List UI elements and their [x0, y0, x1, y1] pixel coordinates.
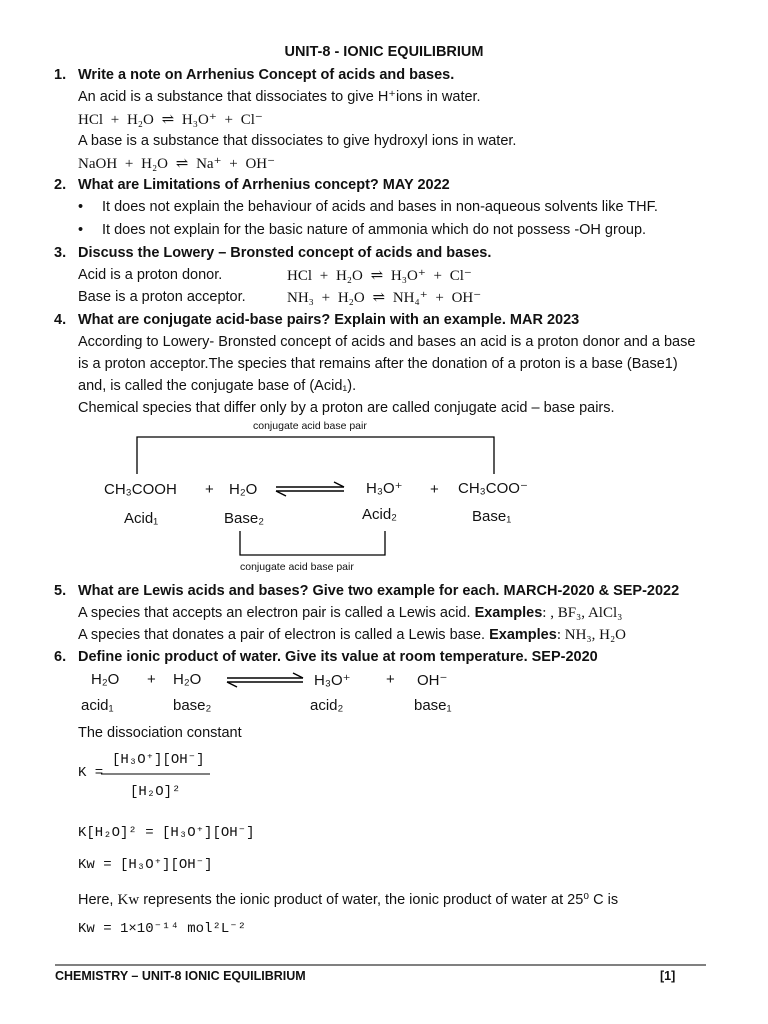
k-lhs: K =: [78, 765, 104, 781]
question-text: What are Limitations of Arrhenius concept? MAY 2022: [78, 177, 450, 193]
question-text: What are Lewis acids and bases? Give two example for each. MARCH-2020 & SEP-2022: [78, 583, 680, 599]
q1-base-equation: NaOH + H₂O ⇌ Na⁺ + OH⁻: [78, 156, 276, 172]
species-plus: +: [386, 671, 395, 688]
q4-paragraph-2: Chemical species that differ only by a proton are called conjugate acid – base pairs.: [78, 400, 615, 416]
species-plus: +: [430, 481, 439, 498]
q3-acid-definition: Acid is a proton donor.: [78, 267, 223, 283]
equilibrium-arrow-icon: [227, 673, 303, 687]
equilibrium-arrow-icon: [276, 482, 344, 496]
species-acetic-acid: CH₃COOH: [104, 481, 177, 498]
dissociation-constant-label: The dissociation constant: [78, 725, 242, 741]
species-water: H₂O: [91, 671, 120, 688]
question-number: 5.: [54, 583, 67, 599]
role-acid2: acid₂: [310, 697, 344, 714]
k-denominator: [H₂O]²: [130, 784, 181, 800]
q5-lewis-base: A species that donates a pair of electron is called a Lewis base. Examples: NH₃, H₂O: [78, 627, 627, 643]
bottom-pair-label: conjugate acid base pair: [240, 561, 354, 573]
role-base2: Base₂: [224, 510, 265, 527]
q3-base-equation: NH₃ + H₂O ⇌ NH₄⁺ + OH⁻: [287, 290, 482, 306]
species-water: H₂O: [173, 671, 202, 688]
k-numerator: [H₃O⁺][OH⁻]: [112, 752, 205, 768]
bottom-bracket-line: [240, 531, 385, 555]
q1-acid-definition: An acid is a substance that dissociates to give H⁺ions in water.: [78, 89, 481, 105]
species-hydronium: H₃O⁺: [366, 480, 403, 497]
species-water: H₂O: [229, 481, 258, 498]
k-rearranged-equation: K[H₂O]² = [H₃O⁺][OH⁻]: [78, 825, 255, 841]
question-number: 3.: [54, 245, 67, 261]
species-plus: +: [147, 671, 156, 688]
question-number: 1.: [54, 67, 67, 83]
q2-bullet-1: • It does not explain the behaviour of acids and bases in non-aqueous solvents like THF.: [78, 199, 658, 215]
species-plus: +: [205, 481, 214, 498]
q4-paragraph-1: According to Lowery- Bronsted concept of acids and bases an acid is a proton donor and a base is a proton acceptor.The species that remains after the donation of a proton is a base (Base1) and, is called the conjugate base of (Acid₁).: [78, 334, 696, 394]
question-number: 6.: [54, 649, 67, 665]
page-number: [1]: [660, 969, 676, 983]
role-base2: base₂: [173, 697, 212, 714]
question-number: 2.: [54, 177, 67, 193]
question-text: What are conjugate acid-base pairs? Explain with an example. MAR 2023: [78, 312, 580, 328]
q1-base-definition: A base is a substance that dissociates to give hydroxyl ions in water.: [78, 133, 517, 149]
question-text: Define ionic product of water. Give its value at room temperature. SEP-2020: [78, 649, 598, 665]
question-text: Discuss the Lowery – Bronsted concept of acids and bases.: [78, 245, 492, 261]
role-base1: base₁: [414, 697, 452, 714]
question-5-heading: [54, 583, 679, 599]
species-hydroxide: OH⁻: [417, 672, 448, 689]
q3-acid-equation: HCl + H₂O ⇌ H₃O⁺ + Cl⁻: [287, 268, 472, 284]
role-acid1: acid₁: [81, 697, 114, 714]
kw-equation: Kw = [H₃O⁺][OH⁻]: [78, 857, 213, 873]
kw-value: Kw = 1×10⁻¹⁴ mol²L⁻²: [78, 921, 247, 937]
top-pair-label: conjugate acid base pair: [253, 420, 367, 432]
species-acetate: CH₃COO⁻: [458, 480, 528, 497]
species-hydronium: H₃O⁺: [314, 672, 351, 689]
q1-acid-equation: HCl + H₂O ⇌ H₃O⁺ + Cl⁻: [78, 112, 263, 128]
role-base1: Base₁: [472, 508, 512, 525]
bullet-icon: •: [78, 222, 84, 238]
q3-base-definition: Base is a proton acceptor.: [78, 289, 246, 305]
footer-title: CHEMISTRY – UNIT-8 IONIC EQUILIBRIUM: [55, 969, 306, 983]
question-6-heading: [54, 649, 598, 665]
question-text: Write a note on Arrhenius Concept of acids and bases.: [78, 67, 455, 83]
role-acid1: Acid₁: [124, 510, 159, 527]
q2-bullet-2: • It does not explain for the basic nature of ammonia which do not possess -OH group.: [78, 222, 647, 238]
kw-explanation: Here, Kw represents the ionic product of water, the ionic product of water at 25⁰ C is: [78, 892, 619, 908]
bullet-icon: •: [78, 199, 84, 215]
q5-lewis-acid: A species that accepts an electron pair is called a Lewis acid. Examples: , BF₃, AlCl₃: [78, 605, 623, 621]
question-number: 4.: [54, 312, 67, 328]
top-bracket-line: [137, 437, 494, 474]
page-title: UNIT-8 - IONIC EQUILIBRIUM: [284, 44, 484, 60]
role-acid2: Acid₂: [362, 506, 398, 523]
